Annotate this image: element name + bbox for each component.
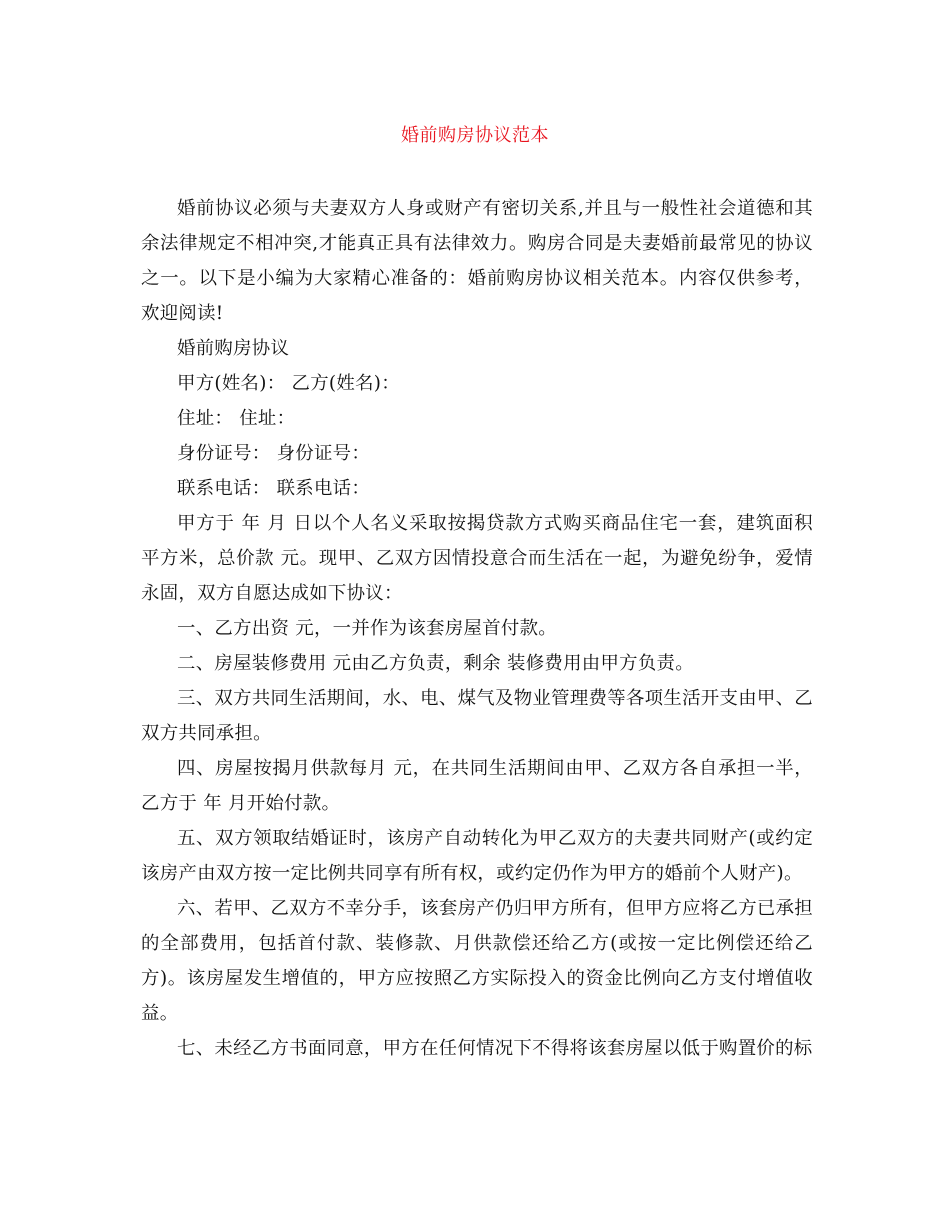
paragraph-clause-4: 四、房屋按揭月供款每月 元，在共同生活期间由甲、乙双方各自承担一半，乙方于 年 月开始付款。 [141, 758, 813, 814]
document-body [141, 191, 813, 1066]
paragraph-clause-5: 五、双方领取结婚证时，该房产自动转化为甲乙双方的夫妻共同财产(或约定该房产由双方按一定比例共同享有所有权，或约定仍作为甲方的婚前个人财产)。 [141, 828, 813, 884]
paragraph-addresses: 住址： 住址： [177, 408, 296, 429]
paragraph-clause-6: 六、若甲、乙双方不幸分手，该套房产仍归甲方所有，但甲方应将乙方已承担的全部费用，包括首付款、装修款、月供款偿还给乙方(或按一定比例偿还给乙方)。该房屋发生增值的，甲方应按照乙方实际投入的资金比例向乙方支付增值收益。 [141, 898, 813, 1024]
paragraph-clause-3: 三、双方共同生活期间，水、电、煤气及物业管理费等各项生活开支由甲、乙双方共同承担。 [141, 688, 813, 744]
paragraph-purchase: 甲方于 年 月 日以个人名义采取按揭贷款方式购买商品住宅一套，建筑面积 平方米，总价款 元。现甲、乙双方因情投意合而生活在一起，为避免纷争，爱情永固，双方自愿达成如下协议： [141, 513, 813, 604]
paragraph-clause-2: 二、房屋装修费用 元由乙方负责，剩余 装修费用由甲方负责。 [177, 653, 694, 674]
paragraph-heading: 婚前购房协议 [177, 338, 290, 359]
paragraph-party-names: 甲方(姓名)： 乙方(姓名)： [177, 373, 400, 394]
paragraph-clause-1: 一、乙方出资 元，一并作为该套房屋首付款。 [177, 618, 557, 639]
document-title: 婚前购房协议范本 [401, 125, 549, 146]
paragraph-intro: 婚前协议必须与夫妻双方人身或财产有密切关系,并且与一般性社会道德和其余法律规定不相冲突,才能真正具有法律效力。购房合同是夫妻婚前最常见的协议之一。以下是小编为大家精心准备的：婚前购房协议相关范本。内容仅供参考，欢迎阅读! [141, 198, 813, 324]
paragraph-clause-7: 七、未经乙方书面同意，甲方在任何情况下不得将该套房屋以低于购置价的标 [177, 1038, 813, 1059]
paragraph-phones: 联系电话： 联系电话： [177, 478, 371, 499]
paragraph-id-numbers: 身份证号： 身份证号： [177, 443, 371, 464]
